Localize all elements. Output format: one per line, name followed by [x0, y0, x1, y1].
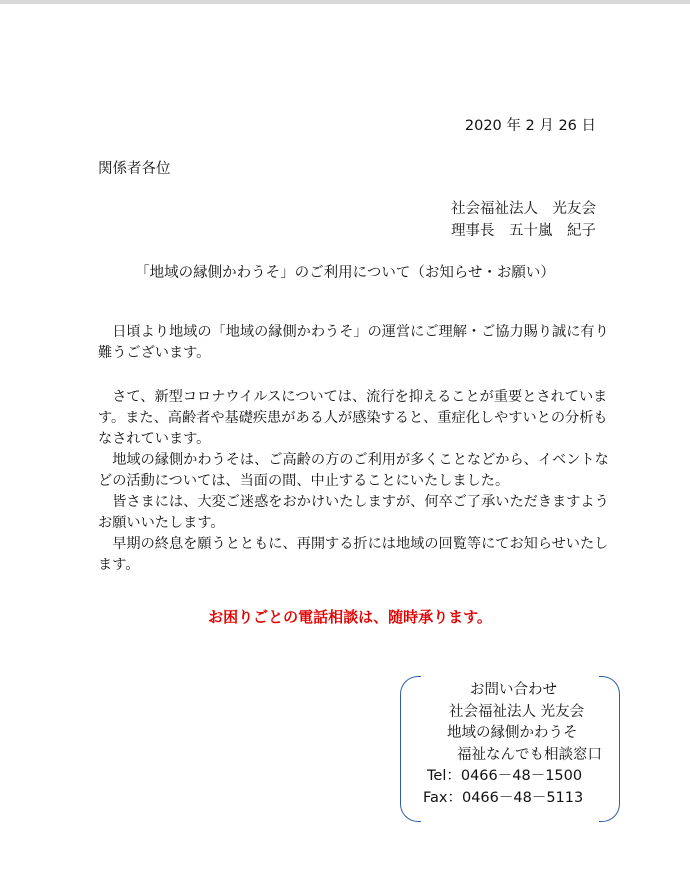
paragraph-suspension: 地域の縁側かわうそは、ご高齢の方のご利用が多くことなどから、イベントなどの活動については、当面の間、中止することにいたしました。 [98, 452, 609, 489]
letter-body [98, 387, 616, 576]
contact-details [400, 680, 620, 809]
paragraph-covid: さて、新型コロナウイルスについては、流行を抑えることが重要とされています。また、高齢者や基礎疾患がある人が感染すると、重症化しやすいとの分析もなされています。 [98, 389, 608, 447]
letter-sender [451, 198, 596, 242]
paragraph-reopening: 早期の終息を願うとともに、再開する折には地域の回覧等にてお知らせいたします。 [98, 536, 609, 573]
contact-fax: Fax：0466－48－5113 [423, 789, 584, 806]
contact-title: お問い合わせ [470, 682, 557, 698]
sender-name: 理事長 五十嵐 紀子 [451, 223, 596, 239]
letter-addressee: 関係者各位 [98, 161, 171, 177]
contact-desk: 福祉なんでも相談窓口 [457, 746, 602, 763]
contact-organization: 社会福祉法人 光友会 [449, 703, 585, 720]
letter-date: 2020 年 2 月 26 日 [464, 118, 596, 134]
contact-box [400, 676, 620, 822]
letter-greeting [98, 322, 616, 364]
page-top-border [0, 0, 690, 4]
paragraph-greeting: 日頃より地域の「地域の縁側かわうそ」の運営にご理解・ご協力賜り誠に有り難うございます。 [98, 324, 609, 361]
sender-organization: 社会福祉法人 光友会 [451, 201, 596, 217]
phone-consultation-notice: お困りごとの電話相談は、随時承ります。 [208, 608, 492, 626]
paragraph-apology: 皆さまには、大変ご迷惑をおかけいたしますが、何卒ご了承いただきますようお願いいたします。 [98, 494, 609, 531]
contact-place: 地域の縁側かわうそ [447, 725, 578, 741]
letter-subject: 「地域の縁側かわうそ」のご利用について（お知らせ・お願い） [135, 265, 555, 281]
contact-tel: Tel：0466－48－1500 [427, 768, 583, 784]
